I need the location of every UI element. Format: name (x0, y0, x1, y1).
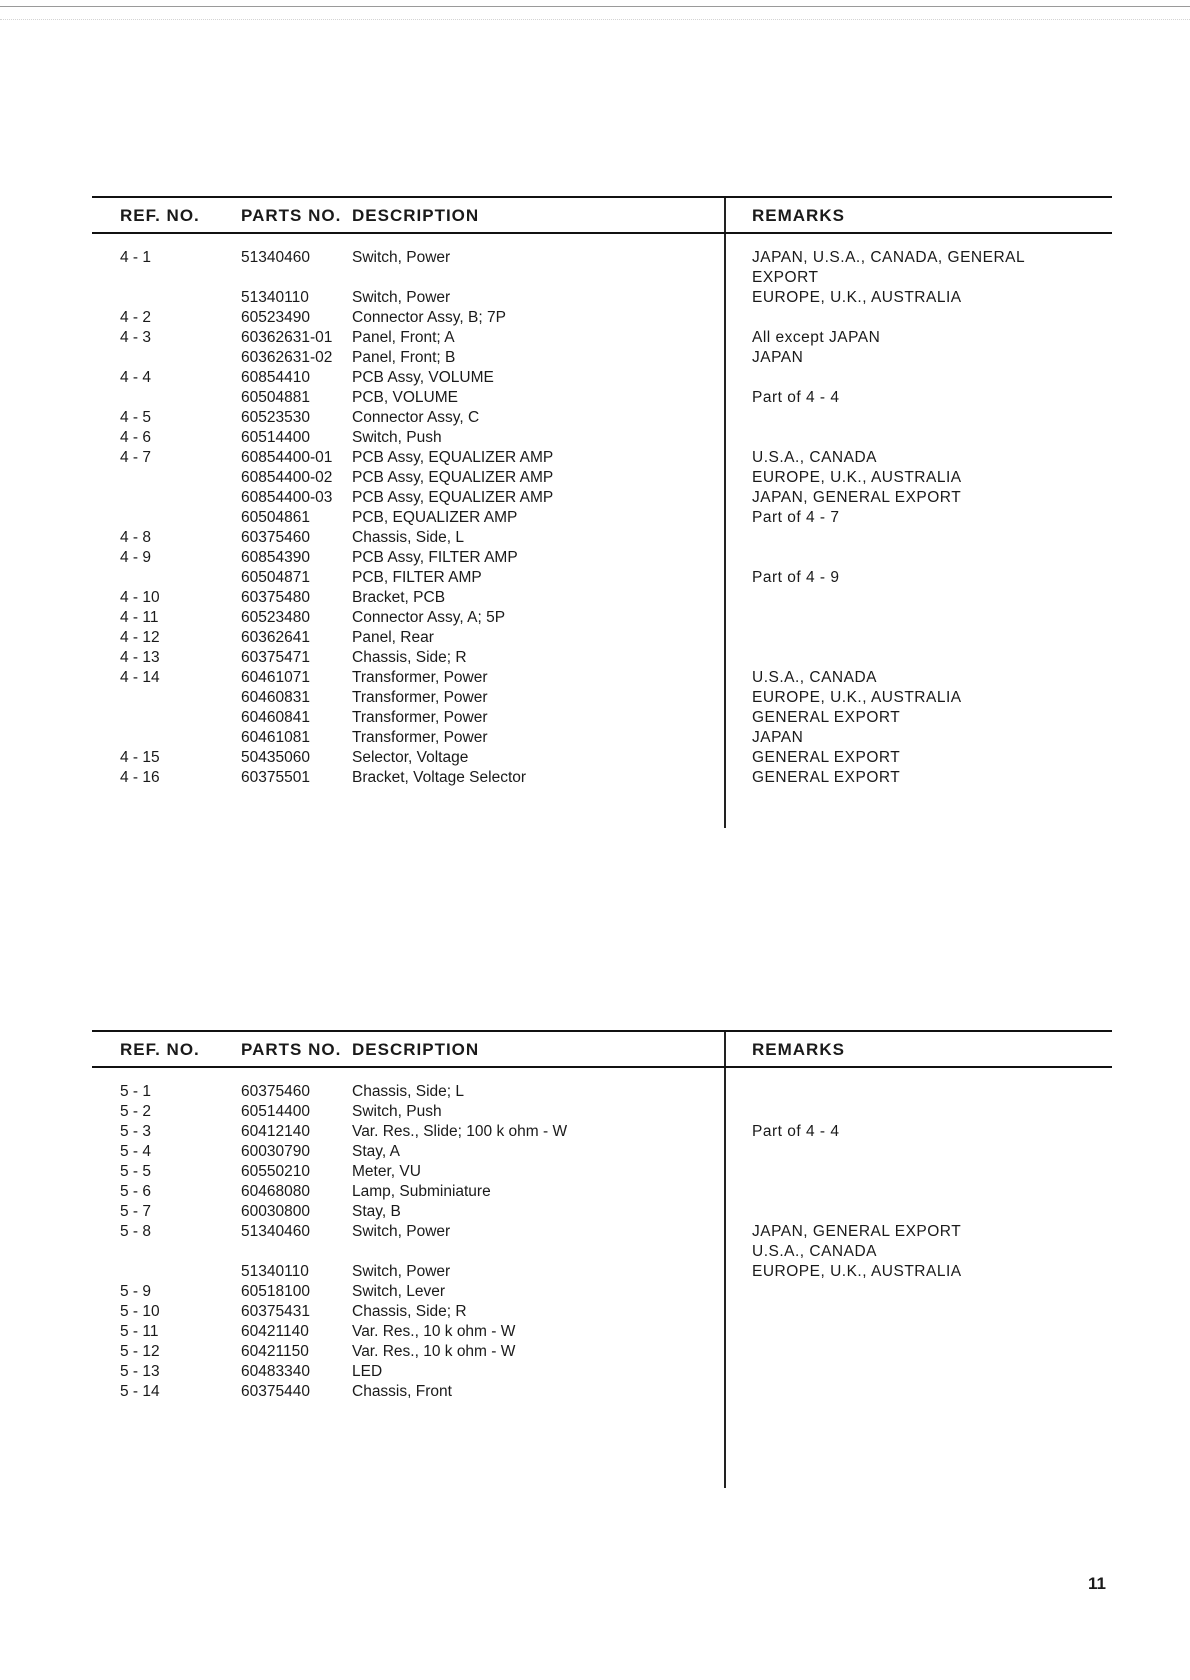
table-body (92, 234, 1112, 788)
ref-cell: 5 - 13 (120, 1363, 160, 1380)
remarks-cell (752, 548, 1072, 568)
ref-cell: 5 - 2 (120, 1103, 152, 1120)
table-row (92, 248, 1112, 288)
description-cell: Chassis, Side; R (352, 1303, 467, 1320)
parts-no-cell: 60483340 (241, 1363, 310, 1380)
parts-no-cell: 50435060 (241, 749, 310, 766)
table-row (92, 1122, 1112, 1142)
remarks-cell: EUROPE, U.K., AUSTRALIA (752, 689, 962, 706)
ref-cell: 4 - 2 (120, 309, 152, 326)
remarks-cell (752, 1322, 1072, 1342)
parts-no-cell: 60362631-02 (241, 349, 333, 366)
description-cell: Switch, Push (352, 1103, 442, 1120)
ref-cell: 5 - 8 (120, 1223, 152, 1240)
remarks-cell: GENERAL EXPORT (752, 709, 901, 726)
description-cell: Transformer, Power (352, 669, 488, 686)
parts-no-cell: 60375431 (241, 1303, 310, 1320)
remarks-cell (752, 528, 1072, 548)
description-cell: Bracket, PCB (352, 589, 446, 606)
table-row (92, 508, 1112, 528)
ref-cell: 5 - 5 (120, 1163, 152, 1180)
description-cell: PCB, EQUALIZER AMP (352, 509, 518, 526)
table-row (92, 1202, 1112, 1222)
header-divider (724, 198, 726, 232)
description-cell: PCB Assy, FILTER AMP (352, 549, 518, 566)
parts-no-cell: 60504861 (241, 509, 310, 526)
parts-no-cell: 60514400 (241, 1103, 310, 1120)
parts-no-cell: 60523490 (241, 309, 310, 326)
parts-no-cell: 60030790 (241, 1143, 310, 1160)
description-cell: LED (352, 1363, 383, 1380)
header-parts-no: PARTS NO. (241, 1040, 342, 1059)
ref-cell: 5 - 10 (120, 1303, 160, 1320)
remarks-cell: U.S.A., CANADA (752, 669, 877, 686)
remarks-cell (752, 1082, 1072, 1102)
parts-no-cell: 60421150 (241, 1343, 309, 1360)
description-cell: Panel, Front; B (352, 349, 456, 366)
parts-no-cell: 60523530 (241, 409, 310, 426)
table-row (92, 1362, 1112, 1382)
description-cell: PCB, FILTER AMP (352, 569, 482, 586)
parts-no-cell: 51340110 (241, 1263, 309, 1280)
remarks-cell: U.S.A., CANADA (752, 449, 877, 466)
table-row (92, 1342, 1112, 1362)
parts-no-cell: 60030800 (241, 1203, 310, 1220)
description-cell: Var. Res., 10 k ohm - W (352, 1343, 516, 1360)
ref-cell: 4 - 1 (120, 249, 152, 266)
parts-no-cell: 51340460 (241, 1223, 310, 1240)
description-cell: Switch, Lever (352, 1283, 446, 1300)
table-row (92, 1282, 1112, 1302)
parts-no-cell: 60460831 (241, 689, 310, 706)
table-row (92, 608, 1112, 628)
ref-cell: 5 - 1 (120, 1083, 152, 1100)
parts-no-cell: 60412140 (241, 1123, 310, 1140)
ref-cell: 4 - 8 (120, 529, 152, 546)
remarks-cell (752, 588, 1072, 608)
description-cell: Switch, Power (352, 1223, 451, 1240)
table-row (92, 288, 1112, 308)
table-row (92, 1262, 1112, 1282)
description-cell: Connector Assy, B; 7P (352, 309, 506, 326)
parts-no-cell: 60461081 (241, 729, 310, 746)
table-row (92, 708, 1112, 728)
parts-no-cell: 60504881 (241, 389, 310, 406)
parts-no-cell: 60375460 (241, 1083, 310, 1100)
table-row (92, 1142, 1112, 1162)
header-ref-no: REF. NO. (120, 206, 200, 225)
remarks-cell: JAPAN (752, 349, 804, 366)
header-remarks: REMARKS (752, 1040, 845, 1059)
table-row (92, 748, 1112, 768)
remarks-cell (752, 1282, 1072, 1302)
table-row (92, 1162, 1112, 1182)
table-body (92, 1068, 1112, 1402)
description-cell: Switch, Power (352, 249, 451, 266)
description-cell: PCB, VOLUME (352, 389, 458, 406)
parts-no-cell: 60375480 (241, 589, 310, 606)
ref-cell: 4 - 12 (120, 629, 160, 646)
parts-no-cell: 60461071 (241, 669, 310, 686)
remarks-cell: Part of 4 - 4 (752, 389, 840, 406)
ref-cell: 4 - 3 (120, 329, 152, 346)
scan-edge-dots (0, 19, 1190, 20)
remarks-cell (752, 308, 1072, 328)
description-cell: Panel, Front; A (352, 329, 455, 346)
remarks-cell: JAPAN (752, 729, 804, 746)
remarks-cell (752, 1362, 1072, 1382)
table-row (92, 468, 1112, 488)
parts-no-cell: 60362641 (241, 629, 310, 646)
description-cell: Var. Res., Slide; 100 k ohm - W (352, 1123, 568, 1140)
ref-cell: 4 - 9 (120, 549, 152, 566)
parts-table-5 (92, 1030, 1112, 1402)
remarks-cell (752, 1302, 1072, 1322)
description-cell: Lamp, Subminiature (352, 1183, 491, 1200)
remarks-cell (752, 428, 1072, 448)
ref-cell: 4 - 13 (120, 649, 160, 666)
remarks-cell (752, 1382, 1072, 1402)
remarks-cell: JAPAN, GENERAL EXPORT (752, 489, 962, 506)
ref-cell: 5 - 14 (120, 1383, 160, 1400)
table-row (92, 1302, 1112, 1322)
table-row (92, 768, 1112, 788)
description-cell: Switch, Power (352, 1263, 451, 1280)
table-header (92, 1030, 1112, 1068)
header-divider (724, 1032, 726, 1066)
ref-cell: 5 - 7 (120, 1203, 152, 1220)
table-row (92, 408, 1112, 428)
header-description: DESCRIPTION (352, 206, 480, 225)
table-row (92, 428, 1112, 448)
table-row (92, 668, 1112, 688)
header-remarks: REMARKS (752, 206, 845, 225)
parts-no-cell: 60854400-01 (241, 449, 333, 466)
remarks-cell (752, 1162, 1072, 1182)
ref-cell: 5 - 12 (120, 1343, 160, 1360)
parts-no-cell: 60421140 (241, 1323, 309, 1340)
table-row (92, 1182, 1112, 1202)
parts-no-cell: 60854400-03 (241, 489, 333, 506)
table-row (92, 548, 1112, 568)
ref-cell: 4 - 15 (120, 749, 160, 766)
remarks-cell (752, 368, 1072, 388)
description-cell: Var. Res., 10 k ohm - W (352, 1323, 516, 1340)
parts-no-cell: 51340460 (241, 249, 310, 266)
remarks-cell: Part of 4 - 7 (752, 509, 840, 526)
table-row (92, 648, 1112, 668)
description-cell: Chassis, Front (352, 1383, 452, 1400)
page-number: 11 (1088, 1574, 1106, 1593)
parts-table-4 (92, 196, 1112, 788)
description-cell: Connector Assy, A; 5P (352, 609, 506, 626)
ref-cell: 4 - 4 (120, 369, 152, 386)
parts-no-cell: 60375460 (241, 529, 310, 546)
parts-no-cell: 60460841 (241, 709, 310, 726)
remarks-cell (752, 648, 1072, 668)
table-row (92, 688, 1112, 708)
remarks-cell (752, 1102, 1072, 1122)
parts-no-cell: 60550210 (241, 1163, 310, 1180)
remarks-cell: JAPAN, U.S.A., CANADA, GENERAL EXPORT (752, 249, 1026, 286)
ref-cell: 4 - 11 (120, 609, 159, 626)
description-cell: PCB Assy, EQUALIZER AMP (352, 469, 554, 486)
table-row (92, 528, 1112, 548)
description-cell: PCB Assy, EQUALIZER AMP (352, 449, 554, 466)
table-row (92, 728, 1112, 748)
scan-edge-line (0, 6, 1190, 7)
ref-cell: 4 - 7 (120, 449, 152, 466)
ref-cell: 4 - 10 (120, 589, 160, 606)
description-cell: Stay, B (352, 1203, 401, 1220)
ref-cell: 5 - 3 (120, 1123, 152, 1140)
ref-cell: 4 - 6 (120, 429, 152, 446)
parts-no-cell: 60514400 (241, 429, 310, 446)
parts-no-cell: 60518100 (241, 1283, 310, 1300)
description-cell: Transformer, Power (352, 689, 488, 706)
description-cell: Switch, Power (352, 289, 451, 306)
parts-no-cell: 60504871 (241, 569, 310, 586)
description-cell: Connector Assy, C (352, 409, 480, 426)
description-cell: Stay, A (352, 1143, 400, 1160)
ref-cell: 4 - 5 (120, 409, 152, 426)
remarks-cell: Part of 4 - 4 (752, 1123, 840, 1140)
parts-no-cell: 60468080 (241, 1183, 310, 1200)
remarks-cell (752, 608, 1072, 628)
table-row (92, 568, 1112, 588)
parts-no-cell: 60854410 (241, 369, 310, 386)
remarks-cell (752, 628, 1072, 648)
remarks-cell (752, 408, 1072, 428)
description-cell: Chassis, Side; R (352, 649, 467, 666)
table-row (92, 1102, 1112, 1122)
remarks-cell: EUROPE, U.K., AUSTRALIA (752, 1263, 962, 1280)
description-cell: Chassis, Side; L (352, 1083, 464, 1100)
table-header (92, 196, 1112, 234)
parts-no-cell: 60375440 (241, 1383, 310, 1400)
ref-cell: 4 - 16 (120, 769, 160, 786)
ref-cell: 4 - 14 (120, 669, 160, 686)
ref-cell: 5 - 4 (120, 1143, 152, 1160)
remarks-cell: EUROPE, U.K., AUSTRALIA (752, 289, 962, 306)
ref-cell: 5 - 11 (120, 1323, 159, 1340)
remarks-cell (752, 1182, 1072, 1202)
parts-no-cell: 60362631-01 (241, 329, 333, 346)
ref-cell: 5 - 9 (120, 1283, 152, 1300)
ref-cell: 5 - 6 (120, 1183, 152, 1200)
description-cell: Selector, Voltage (352, 749, 469, 766)
parts-no-cell: 60523480 (241, 609, 310, 626)
description-cell: Panel, Rear (352, 629, 434, 646)
table-row (92, 588, 1112, 608)
table-row (92, 388, 1112, 408)
parts-no-cell: 60854390 (241, 549, 310, 566)
table-row (92, 488, 1112, 508)
table-row (92, 448, 1112, 468)
parts-no-cell: 60375501 (241, 769, 310, 786)
header-ref-no: REF. NO. (120, 1040, 200, 1059)
table-row (92, 308, 1112, 328)
description-cell: Transformer, Power (352, 709, 488, 726)
remarks-cell: GENERAL EXPORT (752, 749, 901, 766)
remarks-cell: EUROPE, U.K., AUSTRALIA (752, 469, 962, 486)
description-cell: PCB Assy, VOLUME (352, 369, 494, 386)
table-row (92, 1222, 1112, 1262)
table-row (92, 1322, 1112, 1342)
description-cell: PCB Assy, EQUALIZER AMP (352, 489, 554, 506)
remarks-cell: GENERAL EXPORT (752, 769, 901, 786)
table-row (92, 1082, 1112, 1102)
description-cell: Chassis, Side, L (352, 529, 464, 546)
table-row (92, 368, 1112, 388)
remarks-cell: All except JAPAN (752, 329, 881, 346)
header-description: DESCRIPTION (352, 1040, 480, 1059)
description-cell: Transformer, Power (352, 729, 488, 746)
remarks-cell (752, 1202, 1072, 1222)
remarks-cell: JAPAN, GENERAL EXPORT U.S.A., CANADA (752, 1223, 962, 1260)
description-cell: Bracket, Voltage Selector (352, 769, 527, 786)
description-cell: Meter, VU (352, 1163, 421, 1180)
table-row (92, 328, 1112, 348)
parts-no-cell: 60375471 (241, 649, 310, 666)
table-row (92, 1382, 1112, 1402)
table-row (92, 628, 1112, 648)
remarks-cell (752, 1342, 1072, 1362)
header-parts-no: PARTS NO. (241, 206, 342, 225)
remarks-cell (752, 1142, 1072, 1162)
parts-no-cell: 60854400-02 (241, 469, 333, 486)
parts-no-cell: 51340110 (241, 289, 309, 306)
description-cell: Switch, Push (352, 429, 442, 446)
remarks-cell: Part of 4 - 9 (752, 569, 840, 586)
table-row (92, 348, 1112, 368)
